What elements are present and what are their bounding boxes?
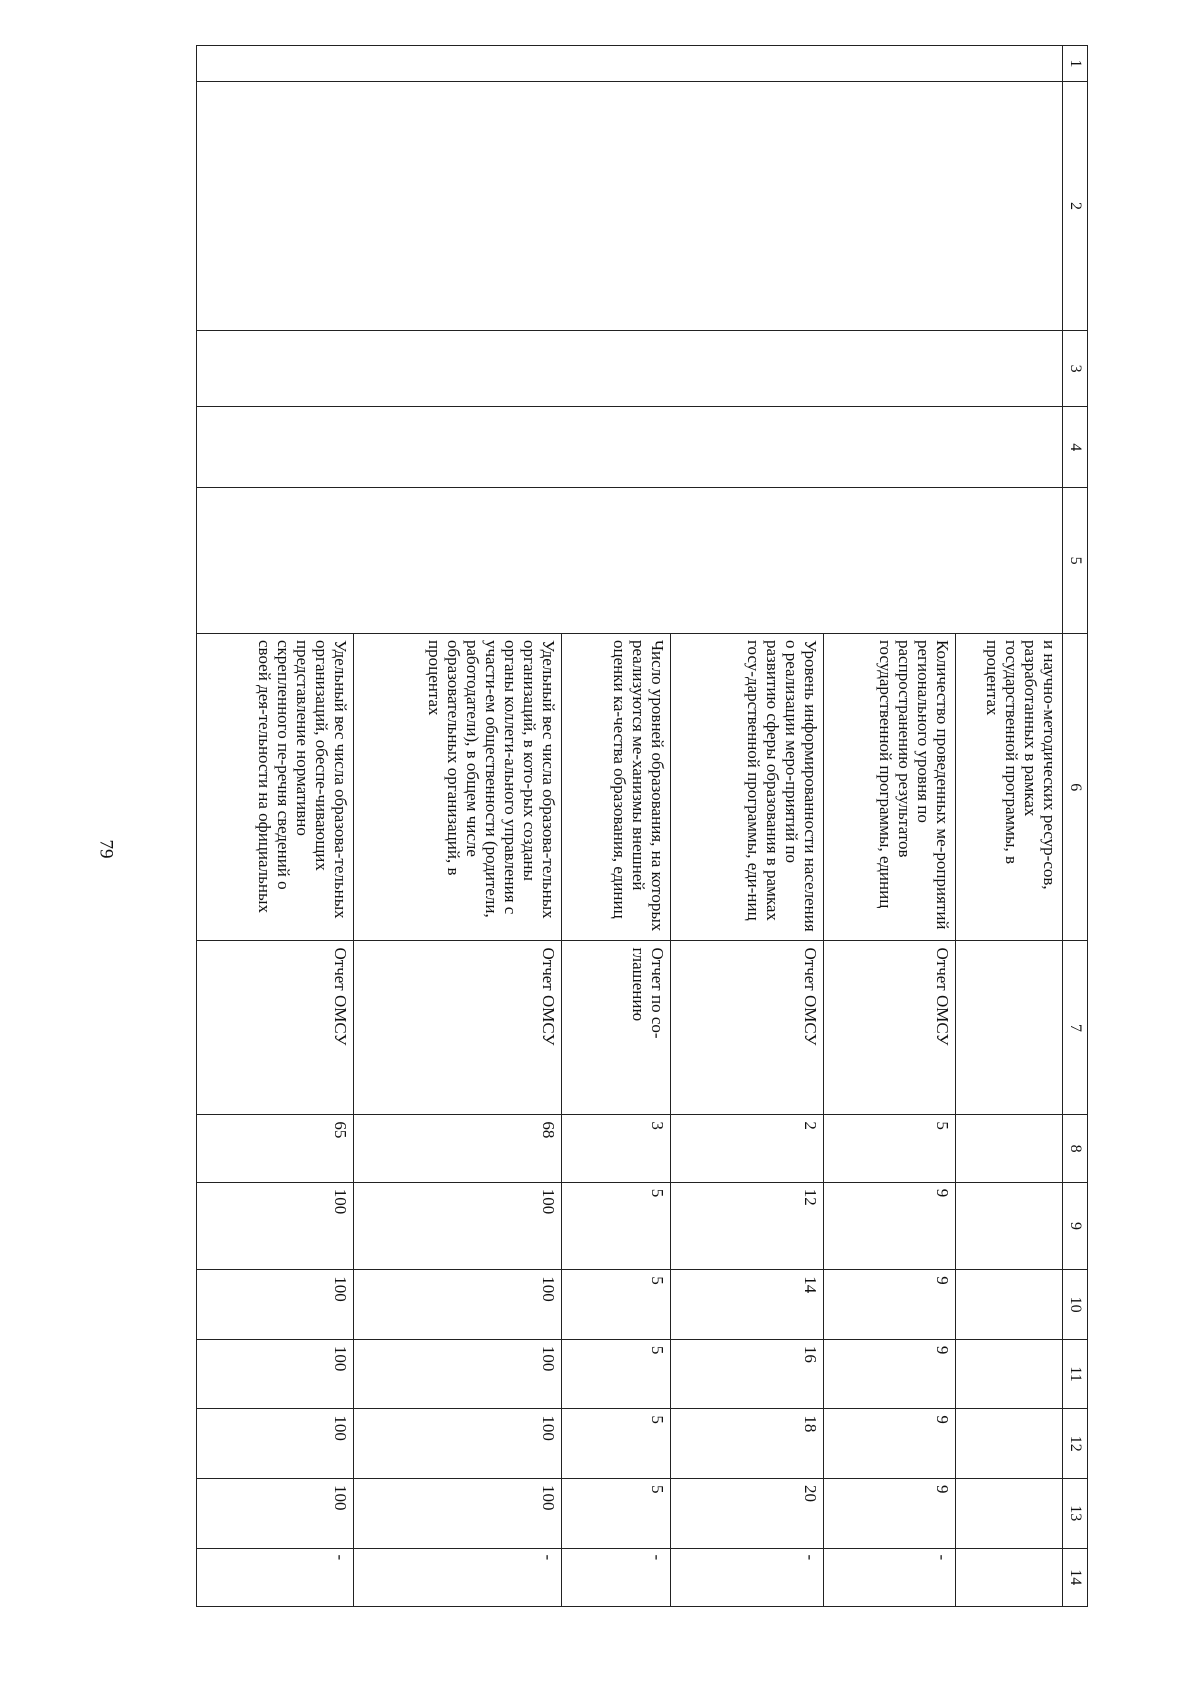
col-header-9: 9: [1063, 1182, 1088, 1270]
cell-c8: 5: [823, 1115, 955, 1182]
col-header-2: 2: [1063, 81, 1088, 330]
cell-c7: [956, 941, 1063, 1115]
page-number: 79: [95, 839, 117, 859]
cell-c14: -: [354, 1548, 562, 1606]
cell-c8: 65: [197, 1115, 354, 1182]
cell-c8: 3: [561, 1115, 670, 1182]
indicators-table: [196, 45, 1088, 1607]
cell-c6: Уровень информированности населения о реализации меро-приятий по развитию сферы образования в рамках госу-дарственной программы, еди-ниц: [670, 634, 823, 941]
col-header-5: 5: [1063, 488, 1088, 634]
cell-c9: 9: [823, 1182, 955, 1270]
cell-c6: Число уровней образования, на которых реализуются ме-ханизмы внешней оценки ка-чества образования, единиц: [561, 634, 670, 941]
cell-c12: [956, 1409, 1063, 1479]
cell-c12: 9: [823, 1409, 955, 1479]
cell-c9: 100: [354, 1182, 562, 1270]
cell-c10: 5: [561, 1270, 670, 1340]
col-header-3: 3: [1063, 331, 1088, 407]
cell-c13: 20: [670, 1478, 823, 1548]
cell-c14: -: [197, 1548, 354, 1606]
cell-c11: 5: [561, 1339, 670, 1409]
cell-c9: 5: [561, 1182, 670, 1270]
table-row: [956, 46, 1063, 1607]
cell-c10: 14: [670, 1270, 823, 1340]
cell-c6: Количество проведенных ме-роприятий регионального уровня по распространению результатов государственной программы, единиц: [823, 634, 955, 941]
cell-c11: 100: [197, 1339, 354, 1409]
cell-c13: [956, 1478, 1063, 1548]
col-header-7: 7: [1063, 941, 1088, 1115]
cell-c12: 100: [354, 1409, 562, 1479]
col-header-13: 13: [1063, 1478, 1088, 1548]
cell-c13: 100: [197, 1478, 354, 1548]
col-header-8: 8: [1063, 1115, 1088, 1182]
cell-c12: 18: [670, 1409, 823, 1479]
cell-c12: 5: [561, 1409, 670, 1479]
cell-c14: [956, 1548, 1063, 1606]
cell-c9: [956, 1182, 1063, 1270]
cell-c7: Отчет по со-глашению: [561, 941, 670, 1115]
cell-c2: [197, 81, 1063, 330]
cell-c14: -: [561, 1548, 670, 1606]
col-header-6: 6: [1063, 634, 1088, 941]
cell-c14: -: [823, 1548, 955, 1606]
cell-c11: 100: [354, 1339, 562, 1409]
cell-c7: Отчет ОМСУ: [670, 941, 823, 1115]
cell-c14: -: [670, 1548, 823, 1606]
cell-c8: [956, 1115, 1063, 1182]
cell-c3: [197, 331, 1063, 407]
cell-c7: Отчет ОМСУ: [197, 941, 354, 1115]
cell-c6: Удельный вес числа образова-тельных организаций, обеспе-чивающих представление нормативно скрепленного пе-речня сведений о своей дея-тельности на официальных: [197, 634, 354, 941]
cell-c5: [197, 488, 1063, 634]
cell-c8: 2: [670, 1115, 823, 1182]
cell-c8: 68: [354, 1115, 562, 1182]
col-header-4: 4: [1063, 407, 1088, 488]
cell-c7: Отчет ОМСУ: [823, 941, 955, 1115]
cell-c1: [197, 46, 1063, 82]
cell-c10: [956, 1270, 1063, 1340]
col-header-14: 14: [1063, 1548, 1088, 1606]
cell-c10: 100: [354, 1270, 562, 1340]
col-header-1: 1: [1063, 46, 1088, 82]
cell-c6: и научно-методических ресур-сов, разработанных в рамках государственной программы, в процентах: [956, 634, 1063, 941]
cell-c10: 100: [197, 1270, 354, 1340]
cell-c12: 100: [197, 1409, 354, 1479]
cell-c9: 100: [197, 1182, 354, 1270]
cell-c7: Отчет ОМСУ: [354, 941, 562, 1115]
cell-c11: 16: [670, 1339, 823, 1409]
header-row: [1063, 46, 1088, 1607]
col-header-10: 10: [1063, 1270, 1088, 1340]
cell-c10: 9: [823, 1270, 955, 1340]
cell-c11: 9: [823, 1339, 955, 1409]
cell-c13: 9: [823, 1478, 955, 1548]
cell-c9: 12: [670, 1182, 823, 1270]
cell-c6: Удельный вес числа образова-тельных организаций, в кото-рых созданы органы коллеги-ального управления с участи-ем общественности (родители, работодатели), в общем числе образовательных организаций, в процентах: [354, 634, 562, 941]
col-header-11: 11: [1063, 1339, 1088, 1409]
table-container: [196, 45, 1088, 1607]
cell-c13: 5: [561, 1478, 670, 1548]
cell-c11: [956, 1339, 1063, 1409]
cell-c4: [197, 407, 1063, 488]
col-header-12: 12: [1063, 1409, 1088, 1479]
cell-c13: 100: [354, 1478, 562, 1548]
